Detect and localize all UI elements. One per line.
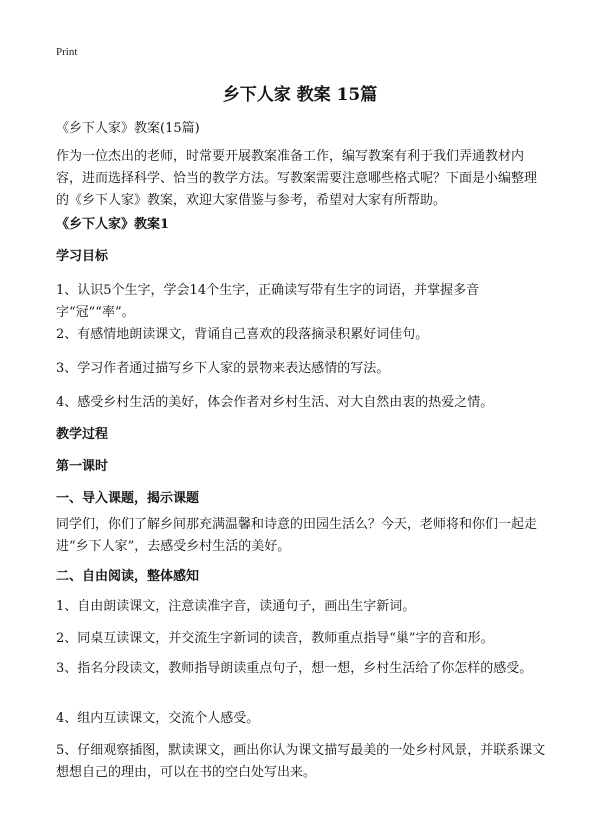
intro-paragraph: 作为一位杰出的老师，时常要开展教案准备工作，编写教案有利于我们弄通教材内容，进而选择科学、恰当的教学方法。写教案需要注意哪些格式呢？下面是小编整理的《乡下人家》教案，欢迎大家借鉴与参考，希望对大家有所帮助。 [56,149,538,208]
goal-item: 4、感受乡村生活的美好，体会作者对乡村生活、对大自然由衷的热爱之情。 [56,395,494,410]
section-heading: 《乡下人家》教案1 [56,217,170,232]
doc-subtitle: 《乡下人家》教案(15篇) [56,121,200,136]
lesson-heading: 第一课时 [56,459,109,474]
part2-item: 3、指名分段读文，教师指导朗读重点句子，想一想，乡村生活给了你怎样的感受。 [56,661,533,676]
goal-item: 2、有感情地朗读课文，背诵自己喜欢的段落摘录积累好词佳句。 [56,327,429,342]
process-heading: 教学过程 [56,427,109,442]
goal-item: 1、认识5个生字，学会14个生字，正确读写带有生字的词语，并掌握多音字“冠”“率”。 [56,283,480,320]
part1-paragraph: 同学们，你们了解乡间那充满温馨和诗意的田园生活么？今天，老师将和你们一起走进“乡下人家”，去感受乡村生活的美好。 [56,517,538,554]
print-label: Print [56,46,78,58]
page-title: 乡下人家 教案 15篇 [222,85,378,105]
part2-heading: 二、自由阅读，整体感知 [56,569,200,584]
goals-heading: 学习目标 [56,249,109,264]
goal-item: 3、学习作者通过描写乡下人家的景物来表达感情的写法。 [56,361,390,376]
part2-item: 1、自由朗读课文，注意读准字音，读通句子，画出生字新词。 [56,599,416,614]
part2-item: 2、同桌互读课文，并交流生字新词的读音，教师重点指导“巢”字的音和形。 [56,631,494,646]
part2-item: 5、仔细观察插图，默读课文，画出你认为课文描写最美的一处乡村风景，并联系课文想想自己的理由，可以在书的空白处写出来。 [56,743,546,780]
part1-heading: 一、导入课题，揭示课题 [56,491,200,506]
part2-item: 4、组内互读课文，交流个人感受。 [56,711,260,726]
